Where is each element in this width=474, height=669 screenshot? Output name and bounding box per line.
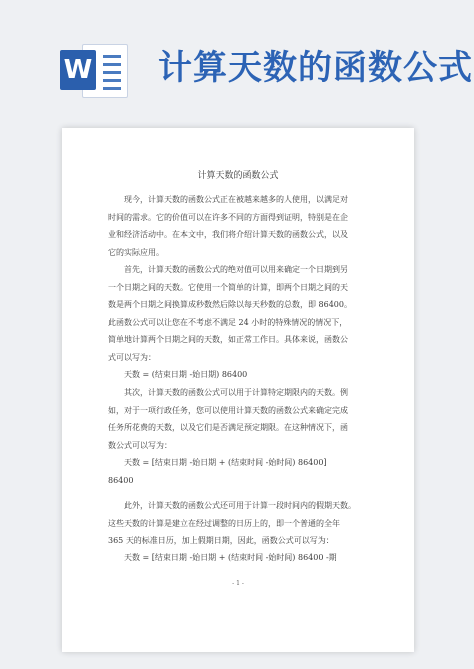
text-line: 任务所花费的天数，以及它们是否满足预定期限。在这种情况下，函 [108, 423, 348, 432]
text-line: 业和经济活动中。在本文中，我们将介绍计算天数的函数公式，以及 [108, 230, 348, 239]
text-line: 时间的需求。它的价值可以在许多不同的方面得到证明，特别是在企 [108, 212, 348, 222]
text-line: 其次，计算天数的函数公式可以用于计算特定期限内的天数。例 [108, 388, 348, 397]
text-line: 首先，计算天数的函数公式的绝对值可以用来确定一个日期到另 [108, 265, 348, 274]
formula-line: 86400 [108, 475, 134, 485]
text-line: 此函数公式可以让您在不考虑不满足 24 小时的特殊情况的情况下， [108, 317, 348, 327]
formula-line: 天数 = [结束日期 -始日期 + (结束时间 -始时间) 86400 -期 [108, 553, 337, 562]
text-line: 这些天数的计算是建立在经过调整的日历上的，即一个普通的全年 [108, 518, 340, 528]
text-line: 此外，计算天数的函数公式还可用于计算一段时间内的假期天数。 [108, 501, 356, 510]
text-line: 365 天的标准日历，加上假期日期，因此，函数公式可以写为： [108, 536, 334, 545]
document-title: 计算天数的函数公式 [197, 171, 279, 181]
text-line: 数是两个日期之间换算成秒数然后除以每天秒数的总数，即 86400。 [108, 300, 352, 309]
formula-2 [108, 454, 372, 489]
text-line: 如，对于一项行政任务，您可以使用计算天数的函数公式来确定完成 [108, 405, 348, 415]
page-number: - 1 - [232, 580, 244, 587]
text-line: 式可以写为： [108, 352, 156, 362]
text-line: 数公式可以写为： [108, 440, 172, 450]
text-line: 它的实际应用。 [108, 247, 164, 257]
text-line: 简单地计算两个日期之间的天数，如正常工作日。具体来说，函数公 [108, 335, 348, 344]
paragraph-third [108, 497, 372, 550]
banner-title: 计算天数的函数公式 [158, 48, 473, 88]
word-icon [60, 42, 130, 98]
document-page [62, 128, 414, 652]
paragraph-intro [108, 191, 372, 261]
text-line: 一个日期之间的天数。它使用一个简单的计算，即两个日期之间的天 [108, 282, 348, 292]
paragraph-second [108, 384, 372, 454]
text-line: 现今，计算天数的函数公式正在被越来越多的人使用，以满足对 [108, 195, 348, 204]
formula-line: 天数 = [结束日期 -始日期 + (结束时间 -始时间) 86400] [108, 458, 327, 467]
banner [0, 0, 474, 128]
paragraph-first [108, 261, 372, 366]
formula-1 [108, 366, 372, 384]
formula-line: 天数 = (结束日期 -始日期) 86400 [108, 370, 248, 379]
formula-3 [108, 549, 372, 567]
word-icon-letter: W [60, 50, 96, 90]
